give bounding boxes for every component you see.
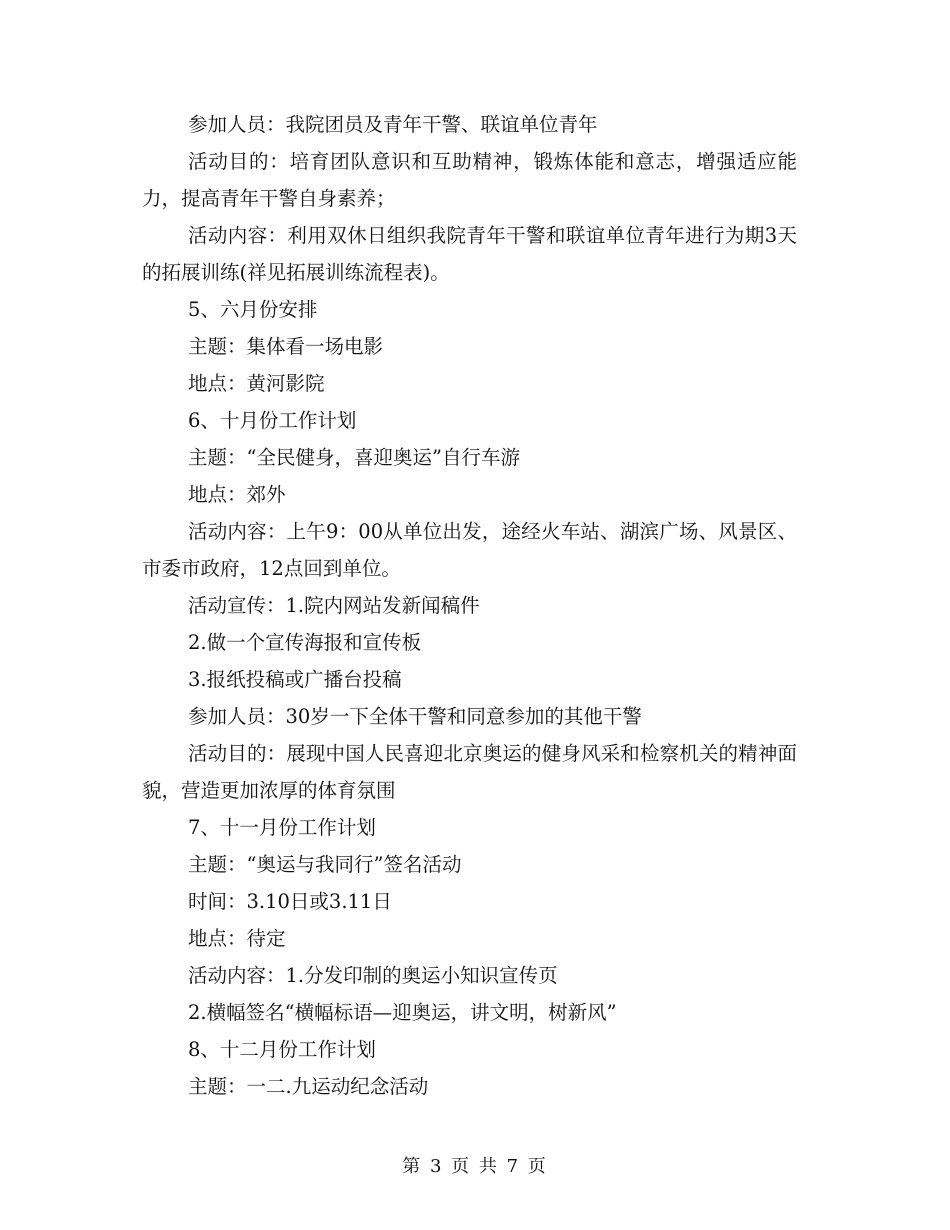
paragraph: 活动内容：上午9：00从单位出发，途经火车站、湖滨广场、风景区、市委市政府，12点回到单位。 bbox=[142, 520, 797, 580]
paragraph: 主题：集体看一场电影 bbox=[188, 335, 384, 358]
paragraph: 主题：一二.九运动纪念活动 bbox=[188, 1075, 429, 1098]
paragraph: 活动目的：培育团队意识和互助精神，锻炼体能和意志，增强适应能力，提高青年干警自身素养； bbox=[142, 150, 797, 210]
paragraph: 8、十二月份工作计划 bbox=[188, 1038, 376, 1061]
paragraph: 参加人员：30岁一下全体干警和同意参加的其他干警 bbox=[188, 705, 642, 728]
paragraph: 地点：郊外 bbox=[188, 483, 286, 506]
page-number-footer: 第 3 页 共 7 页 bbox=[402, 1156, 548, 1177]
paragraph: 7、十一月份工作计划 bbox=[188, 816, 376, 839]
document-body bbox=[142, 106, 797, 1105]
paragraph: 活动内容：利用双休日组织我院青年干警和联谊单位青年进行为期3天的拓展训练(祥见拓展训练流程表)。 bbox=[142, 224, 797, 284]
paragraph: 活动宣传：1.院内网站发新闻稿件 bbox=[188, 594, 480, 617]
paragraph: 主题：“全民健身，喜迎奥运”自行车游 bbox=[188, 446, 520, 469]
paragraph: 参加人员：我院团员及青年干警、联谊单位青年 bbox=[188, 113, 598, 136]
paragraph: 地点：黄河影院 bbox=[188, 372, 325, 395]
paragraph: 地点：待定 bbox=[188, 927, 286, 950]
paragraph: 2.横幅签名“横幅标语—迎奥运，讲文明，树新风” bbox=[188, 1001, 617, 1024]
paragraph: 活动目的：展现中国人民喜迎北京奥运的健身风采和检察机关的精神面貌，营造更加浓厚的体育氛围 bbox=[142, 742, 797, 802]
paragraph: 5、六月份安排 bbox=[188, 298, 318, 321]
paragraph: 主题：“奥运与我同行”签名活动 bbox=[188, 853, 462, 876]
paragraph: 6、十月份工作计划 bbox=[188, 409, 357, 432]
paragraph: 活动内容：1.分发印制的奥运小知识宣传页 bbox=[188, 964, 558, 987]
paragraph: 时间：3.10日或3.11日 bbox=[188, 890, 392, 913]
paragraph: 2.做一个宣传海报和宣传板 bbox=[188, 631, 422, 654]
paragraph: 3.报纸投稿或广播台投稿 bbox=[188, 668, 402, 691]
